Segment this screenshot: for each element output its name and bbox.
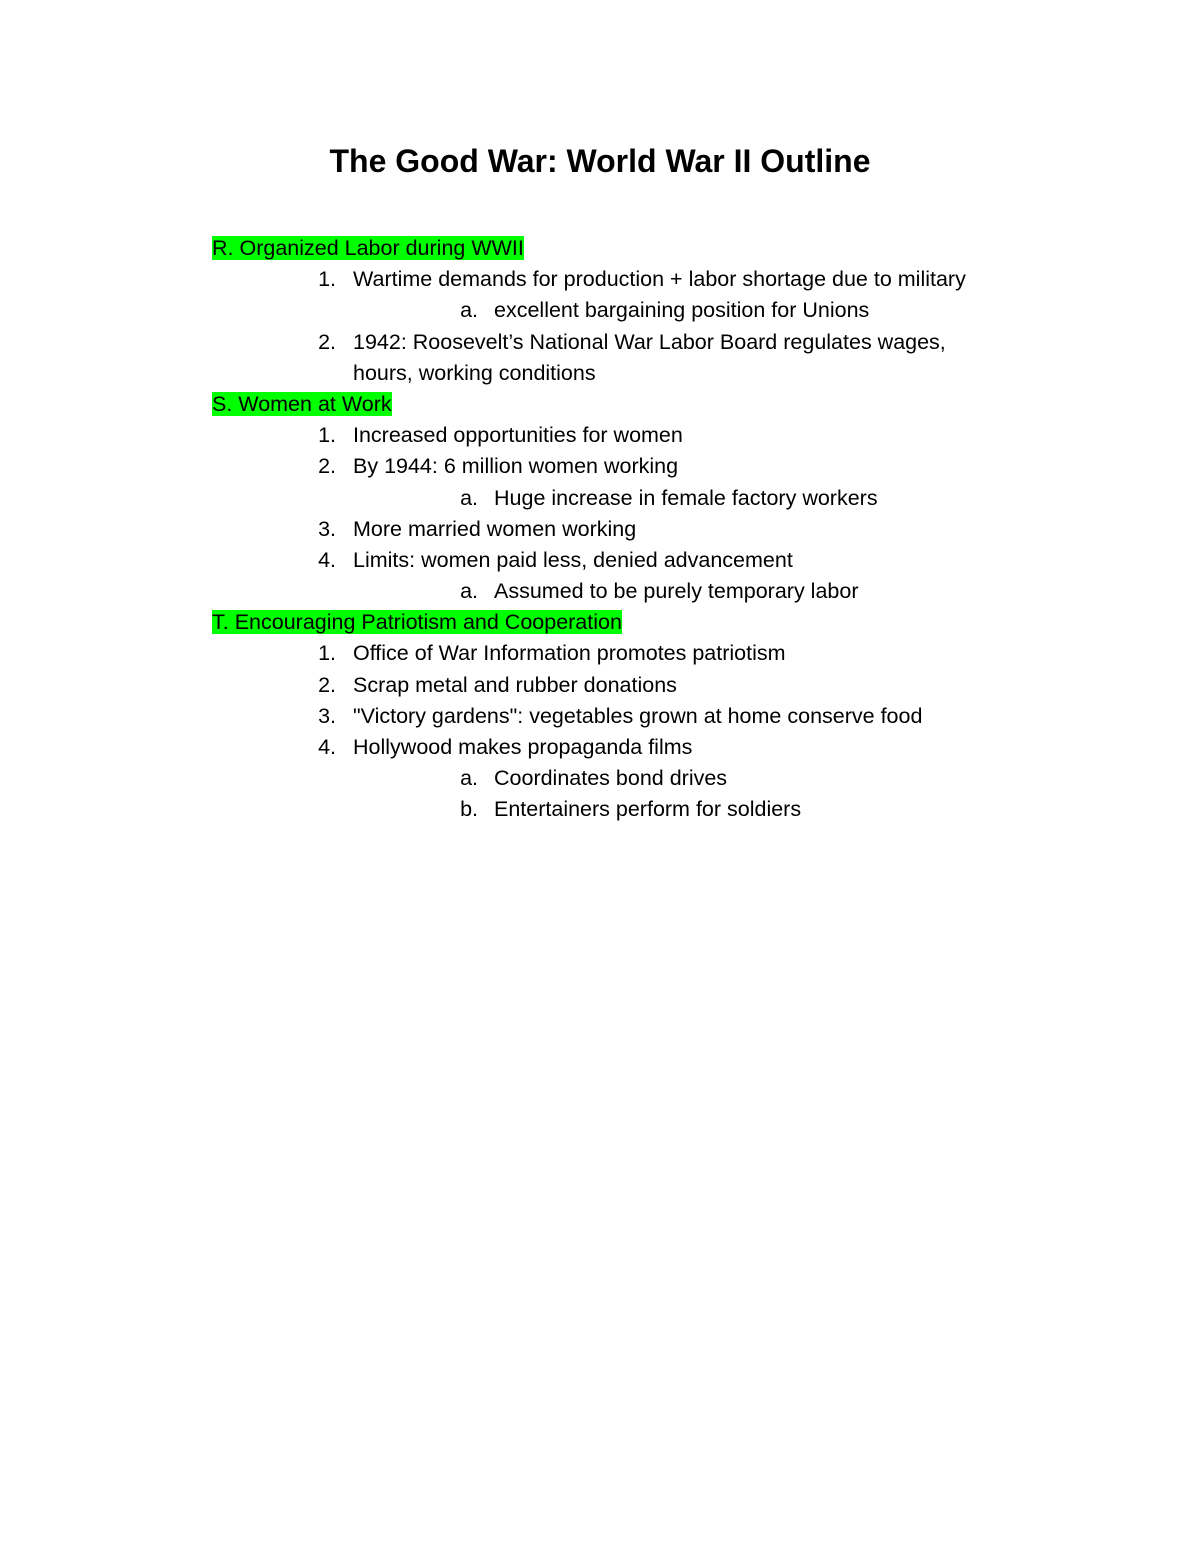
list-item-continuation (0, 358, 1200, 389)
list-marker: 2. (318, 454, 336, 479)
list-item-text: Entertainers perform for soldiers (494, 797, 802, 822)
list-subitem (0, 763, 1200, 794)
list-subitem (0, 576, 1200, 607)
list-item (0, 545, 1200, 576)
list-item-text: Assumed to be purely temporary labor (494, 579, 859, 604)
list-marker: a. (460, 766, 478, 791)
list-item (0, 701, 1200, 732)
list-item-text: More married women working (353, 516, 637, 541)
list-item-text: 1942: Roosevelt’s National War Labor Board regulates wages, (353, 329, 946, 354)
list-item-text: Huge increase in female factory workers (494, 485, 878, 510)
list-item (0, 514, 1200, 545)
list-item-text: Coordinates bond drives (494, 766, 728, 791)
outline (0, 233, 1200, 826)
section-heading-women-at-work (0, 389, 1200, 420)
list-marker: 3. (318, 516, 336, 541)
list-marker: a. (460, 485, 478, 510)
list-marker: 4. (318, 735, 336, 759)
list-item-text: "Victory gardens": vegetables grown at home conserve food (353, 703, 923, 728)
list-item-text: By 1944: 6 million women working (353, 454, 679, 479)
list-item (0, 732, 1200, 763)
list-item-text: Wartime demands for production + labor shortage due to military (353, 267, 966, 292)
list-item-text: hours, working conditions (353, 360, 596, 385)
section-heading-organized-labor (0, 233, 1200, 264)
list-item (0, 670, 1200, 701)
list-marker: 2. (318, 329, 336, 354)
list-marker: 1. (318, 423, 336, 448)
list-marker: 2. (318, 672, 336, 697)
list-item (0, 327, 1200, 358)
list-subitem (0, 794, 1200, 825)
list-item-text: Office of War Information promotes patriotism (353, 641, 786, 666)
list-item (0, 420, 1200, 451)
list-item (0, 451, 1200, 482)
section-heading-patriotism (0, 607, 1200, 638)
list-marker: b. (460, 797, 478, 822)
list-item-text: Increased opportunities for women (353, 423, 683, 448)
section-heading-label: S. Women at Work (212, 391, 392, 416)
list-marker: 4. (318, 547, 336, 572)
section-heading-label: T. Encouraging Patriotism and Cooperation (212, 610, 622, 635)
list-marker: 3. (318, 703, 336, 728)
list-item (0, 638, 1200, 669)
list-marker: 1. (318, 267, 336, 292)
list-subitem (0, 295, 1200, 326)
list-marker: a. (460, 298, 478, 323)
page-title: The Good War: World War II Outline (329, 143, 871, 179)
list-item-text: Scrap metal and rubber donations (353, 672, 677, 697)
list-item-text: Hollywood makes propaganda films (353, 735, 693, 759)
list-item-text: Limits: women paid less, denied advancement (353, 547, 793, 572)
list-item (0, 264, 1200, 295)
list-marker: a. (460, 579, 478, 604)
list-marker: 1. (318, 641, 336, 666)
list-subitem (0, 483, 1200, 514)
list-item-text: excellent bargaining position for Unions (494, 298, 870, 323)
section-heading-label: R. Organized Labor during WWII (212, 236, 524, 260)
